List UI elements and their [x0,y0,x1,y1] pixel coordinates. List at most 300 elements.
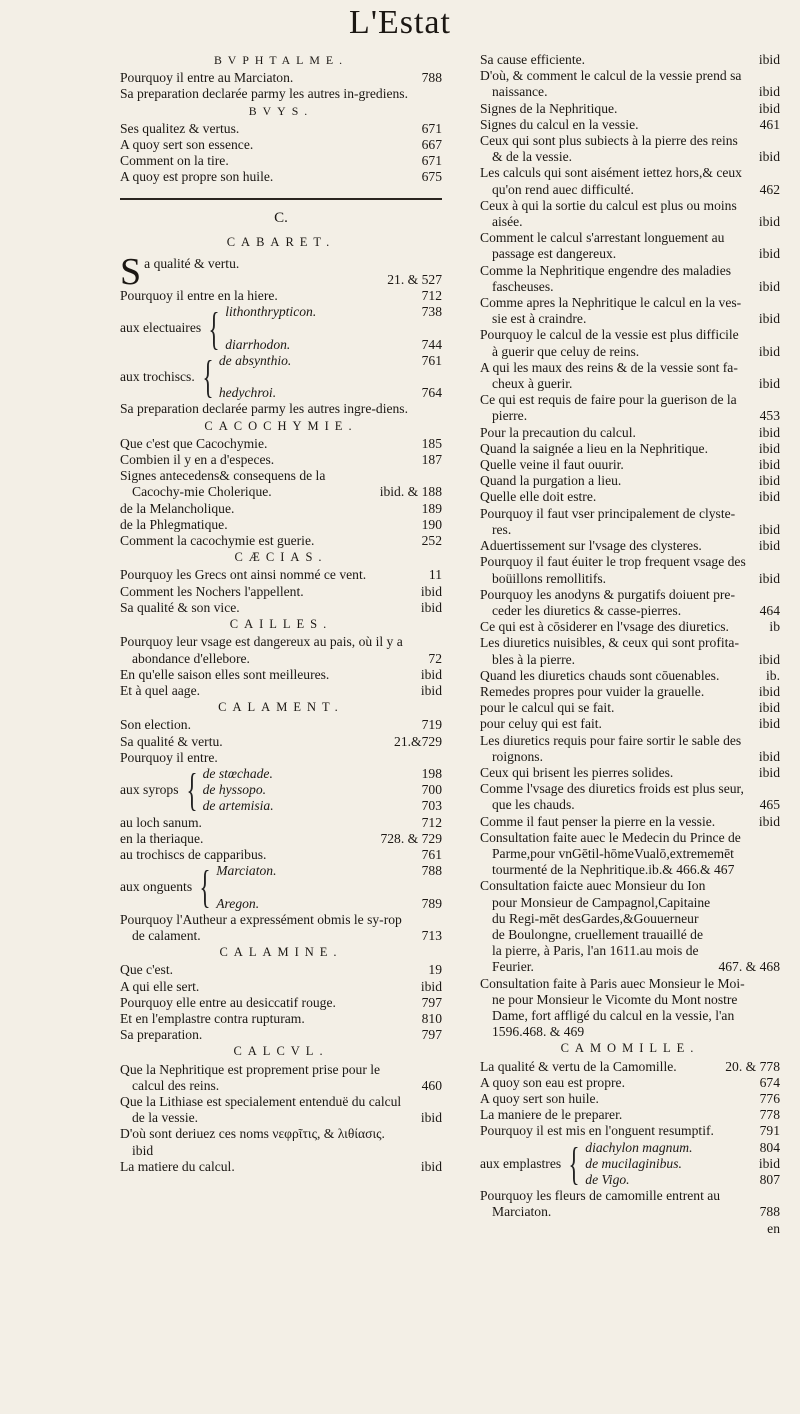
entry-page: 728. & 729 [380,830,442,846]
index-entry [219,369,442,385]
index-entry [480,198,780,230]
index-entry [480,538,780,554]
index-entry [480,716,780,732]
index-entry [480,765,780,781]
entry-page: ibid [420,1158,442,1174]
entry-page: ibid [758,683,780,699]
entry-text: hedychroi. [218,385,277,401]
index-entry [480,587,780,619]
index-entry [480,1107,780,1123]
index-entry [480,976,780,1041]
index-entry [480,814,780,830]
entry-page: 744 [421,336,442,352]
entry-page: 19 [428,962,442,978]
index-entry [120,567,442,583]
entry-text: Ceux qui brisent les pierres solides. [480,764,674,780]
entry-page: ibid [420,666,442,682]
index-entry [480,392,780,424]
entry-page: 761 [421,846,442,862]
entry-text: Sa qualité & vertu. [120,733,223,749]
index-entry [120,468,442,500]
entry-page: 776 [759,1091,780,1106]
entry-text: Remedes propres pour vuider la grauelle. [480,683,705,699]
entry-text: A quoy son eau est propre. [480,1074,625,1090]
entry-page: ibid [758,457,780,473]
entry-text: Son election. [120,717,191,733]
index-entry [225,337,442,353]
entry-text: A quoy sert son essence. [120,137,254,153]
index-entry [120,153,442,169]
entry-text: pour le calcul qui se fait. [480,700,615,716]
entry-page: ibid [758,376,780,392]
index-entry [219,385,442,401]
index-entry [480,425,780,441]
entry-text: Aregon. [216,895,260,911]
brace-group-trochiscs [120,353,442,402]
brace-label: aux syrops [120,782,179,798]
entry-text: Quand les diuretics chauds sont cōuenables. [480,667,720,683]
entry-text [219,369,408,385]
index-entry [480,700,780,716]
entry-page: ibid [758,651,780,667]
entry-text: Sa preparation declarée parmy les autres in-grediens. [120,86,408,102]
index-entry [216,863,442,879]
buphtalme-entries [120,70,442,102]
cacochymie-entries [120,436,442,549]
entry-text: Comment les Nochers l'appellent. [120,583,304,599]
entry-page: ibid [758,246,780,262]
index-entry [120,912,442,944]
entry-text: A qui elle sert. [120,978,200,994]
entry-page: ibid [758,570,780,586]
index-entry [120,815,442,831]
entry-text: de Vigo. [585,1172,630,1188]
index-entry [216,896,442,912]
index-entry [480,635,780,667]
entry-page: 185 [421,435,442,451]
entry-text: a qualité & vertu. [144,256,240,272]
index-entry [120,1094,442,1126]
right-column [480,52,780,1237]
entry-text: Pourquoy il entre en la hiere. [120,288,278,304]
index-entry [480,360,780,392]
entry-text: Comme l'vsage des diuretics froids est plus seur, que les chauds. [480,781,744,813]
entry-page: 460 [421,1077,442,1093]
index-entry [225,320,442,336]
entry-text: Que c'est. [120,962,174,978]
entry-text: Consultation faite auec le Medecin du Prince de Parme,pour vnGētil-hōmeVualō,extrememēt tourmenté de la Nephritique.ib.& 466.& 467 [480,829,741,878]
entry-text: Pourquoy l'Autheur a expressément obmis le sy-rop de calament. [120,911,402,943]
index-entry [480,133,780,165]
index-entry [120,86,442,102]
caecias-entries [120,567,442,616]
entry-text: La matiere du calcul. [120,1158,235,1174]
entry-page: ib. [766,667,780,683]
section-heading-cailles: CAILLES. [229,617,333,632]
entry-page: ibid [420,599,442,615]
index-entry [120,288,442,304]
section-heading-calcul: CALCVL. [233,1044,329,1059]
entry-page: 675 [421,169,442,185]
entry-text: de stœchade. [202,765,273,781]
entry-text: Pourquoy il entre. [120,749,218,765]
entry-page: 198 [421,765,442,781]
index-entry [585,1172,780,1188]
index-entry [480,473,780,489]
entry-page: 713 [421,927,442,943]
entry-page: 462 [759,181,780,197]
entry-text: Comment on la tire. [120,153,229,169]
entry-text: de artemisia. [202,798,274,814]
index-entry [219,353,442,369]
entry-text: diarrhodon. [225,336,291,352]
entry-text: Pourquoy elle entre au desiccatif rouge. [120,994,336,1010]
camomille-entries-2 [480,1188,780,1220]
entry-page: ib [769,619,780,635]
letter-heading: C. [274,209,288,226]
index-entry [480,554,780,586]
entry-text: Comment le calcul s'arrestant longuement au passage est dangereux. [480,230,725,262]
entry-text: La qualité & vertu de la Camomille. [480,1058,677,1074]
entry-text: Comment la cacochymie est guerie. [120,533,315,549]
entry-page: ibid [758,700,780,716]
entry-text: A quoy sert son huile. [480,1091,599,1106]
index-entry [480,230,780,262]
index-entry [480,1188,780,1220]
entry-page: 810 [421,1010,442,1026]
entry-page: 712 [421,814,442,830]
entry-text: Comme la Nephritique engendre des maladies fascheuses. [480,262,732,294]
entry-page: ibid [758,149,780,165]
index-entry [120,831,442,847]
section-heading-buphtalme: BVPHTALME. [213,53,349,67]
entry-page: ibid [758,214,780,230]
drop-cap: S [120,251,142,294]
entry-page: 11 [428,567,442,583]
entry-text: de hyssopo. [202,782,267,798]
entry-text: Pourquoy leur vsage est dangereux au pais, où il y a abondance d'ellebore. [120,634,403,666]
entry-page: 788 [421,70,442,86]
entry-page: 797 [421,1027,442,1043]
entry-text: Ce qui est à cōsiderer en l'vsage des diuretics. [480,619,729,635]
index-entry [480,1059,780,1075]
entry-page: 712 [421,288,442,304]
entry-text: D'où sont deriuez ces noms νεφρῖτις, & λιθίασις. ibid [120,1126,385,1158]
left-column [120,52,442,1175]
calcul-entries [120,1062,442,1175]
entry-text: Ce qui est requis de faire pour la guerison de la pierre. [480,392,737,424]
entry-text: Comme apres la Nephritique le calcul en la ves-sie est à craindre. [480,295,742,327]
index-entry [120,436,442,452]
entry-page: ibid [758,311,780,327]
entry-text: Pourquoy il faut éuiter le trop frequent vsage des boüillons remollitifs. [480,554,746,586]
entry-page: 778 [759,1107,780,1123]
entry-text: Pourquoy il est mis en l'onguent resumptif. [480,1123,714,1139]
entry-text: Et en l'emplastre contra rupturam. [120,1010,305,1026]
entry-page: 788 [421,863,442,879]
index-entry [225,304,442,320]
brace-glyph: { [208,302,220,354]
entry-text: Signes du calcul en la vessie. [480,116,639,132]
index-entry [120,1062,442,1094]
index-entry [120,1027,442,1043]
entry-text: au loch sanum. [120,814,202,830]
brace-glyph: { [199,861,211,913]
brace-group-emplastres [480,1137,780,1189]
entry-text: A quoy est propre son huile. [120,169,274,185]
index-entry [120,600,442,616]
index-entry [480,733,780,765]
entry-page: 252 [421,533,442,549]
index-entry [120,1159,442,1175]
index-entry [480,1123,780,1139]
entry-page: 761 [421,352,442,368]
entry-text: de la Phlegmatique. [120,516,228,532]
entry-text: Pourquoy les Grecs ont ainsi nommé ce vent. [120,567,367,583]
index-entry [120,70,442,86]
index-entry [480,830,780,879]
index-entry [480,52,780,68]
index-entry [203,782,442,798]
index-entry-dropcap [120,251,442,294]
entry-text: Signes antecedens& consequens de la Cacochy-mie Cholerique. [120,468,326,500]
entry-page: 788 [759,1204,780,1220]
catchword: en [767,1220,780,1236]
entry-text: en la theriaque. [120,830,204,846]
entry-page: ibid [758,343,780,359]
entry-page: 671 [421,120,442,136]
section-heading-cacochymie: CACOCHYMIE. [204,418,358,433]
brace-label: aux emplastres [480,1155,562,1171]
index-entry [480,117,780,133]
entry-text: Pourquoy il entre au Marciaton. [120,70,294,86]
entry-page: 703 [421,798,442,814]
entry-text: Ceux qui sont plus subiects à la pierre des reins & de la vessie. [480,133,738,165]
entry-page: 789 [421,895,442,911]
entry-page: ibid [758,100,780,116]
index-entry [480,295,780,327]
entry-text: au trochiscs de capparibus. [120,846,267,862]
entry-page: ibid [420,1110,442,1126]
brace-group-onguents [120,863,442,912]
index-entry [120,452,442,468]
entry-page: ibid. & 188 [379,484,442,500]
index-entry [480,68,780,100]
entry-page: ibid [420,682,442,698]
index-entry [120,501,442,517]
entry-page: 465 [759,797,780,813]
brace-label: aux onguents [120,879,193,895]
index-entry [480,619,780,635]
entry-text: Marciaton. [216,863,277,879]
index-entry [480,781,780,813]
index-entry [120,169,442,185]
entry-page: ibid [420,583,442,599]
entry-text: Que la Lithiase est specialement entenduë du calcul de la vessie. [120,1093,402,1126]
entry-page: 797 [421,994,442,1010]
entry-page: 700 [421,782,442,798]
entry-text: A qui les maux des reins & de la vessie sont fa-cheux à guerir. [480,359,738,392]
entry-text [216,879,408,895]
brace-label: aux electuaires [120,320,202,336]
entry-text: Pourquoy les fleurs de camomille entrent au Marciaton. [480,1188,721,1220]
index-entry [585,1156,780,1172]
entry-text: de absynthio. [218,352,292,368]
entry-text: Les diuretics requis pour faire sortir le sable des roignons. [480,732,742,764]
entry-page: ibid [758,489,780,505]
index-entry: Sa preparation declarée parmy les autres ingre-diens. [120,401,408,417]
index-entry [120,995,442,1011]
entry-page: 667 [421,137,442,153]
camomille-entries [480,1059,780,1140]
index-entry [480,327,780,359]
brace-group-syrops [120,766,442,815]
entry-page: 21.&729 [394,733,442,749]
entry-text: Quelle elle doit estre. [480,489,597,505]
entry-page: ibid [758,1155,780,1171]
index-entry [120,1011,442,1027]
entry-page: 467. & 468 [718,959,780,975]
entry-text: Sa qualité & son vice. [120,599,240,615]
index-entry [120,667,442,683]
entry-page: 807 [759,1172,780,1188]
entry-page: 671 [421,153,442,169]
index-entry [480,1091,780,1107]
index-entry [120,717,442,733]
brace-glyph: { [186,764,198,816]
section-heading-caecias: CÆCIAS. [234,550,328,565]
entry-page: 21. & 527 [387,271,442,287]
entry-page: 464 [759,602,780,618]
index-entry [120,847,442,863]
index-entry [480,506,780,538]
section-heading-calamine: CALAMINE. [219,945,343,960]
section-rule [120,198,442,200]
brace-glyph: { [202,351,214,403]
brace-glyph: { [568,1137,580,1189]
entry-text: Combien il y en a d'especes. [120,452,275,468]
index-entry [585,1140,780,1156]
entry-text: Quand la purgation a lieu. [480,473,622,489]
entry-text: Que la Nephritique est proprement prise pour le calcul des reins. [120,1061,381,1093]
entry-page: 189 [421,500,442,516]
entry-page: 453 [759,408,780,424]
entry-text: Pourquoy il faut vser principalement de clyste-res. [480,505,736,537]
entry-text: D'où, & comment le calcul de la vessie prend sa naissance. [480,68,742,100]
entry-text: diachylon magnum. [585,1139,693,1155]
entry-text: Sa cause efficiente. [480,52,586,67]
entry-page: 804 [759,1139,780,1155]
index-entry [480,878,780,975]
entry-page: 190 [421,516,442,532]
entry-text: Signes de la Nephritique. [480,100,618,116]
entry-text: Pour la precaution du calcul. [480,424,636,440]
entry-page: ibid [758,52,780,67]
index-entry [120,584,442,600]
calament-entries-2 [120,815,442,864]
entry-text [225,320,408,336]
index-entry [120,683,442,699]
calamine-entries [120,962,442,1043]
entry-page: 674 [759,1074,780,1090]
entry-page: ibid [758,538,780,554]
index-entry [480,101,780,117]
index-entry [120,750,442,766]
index-entry [480,684,780,700]
entry-text: Aduertissement sur l'vsage des clysteres. [480,538,702,554]
entry-text: Sa preparation. [120,1027,203,1043]
entry-page: 791 [759,1123,780,1139]
cailles-entries [120,634,442,699]
index-entry [480,668,780,684]
index-entry [120,962,442,978]
index-entry [120,533,442,549]
entry-page: ibid [758,716,780,732]
entry-text: lithonthrypticon. [225,304,317,320]
entry-page: 764 [421,385,442,401]
entry-page: ibid [420,978,442,994]
entry-page: 738 [421,304,442,320]
index-entry [203,798,442,814]
entry-text: de mucilaginibus. [585,1155,682,1171]
entry-text: Pourquoy le calcul de la vessie est plus difficile à guerir que celuy de reins. [480,327,739,359]
entry-page: ibid [758,473,780,489]
index-entry [480,165,780,197]
entry-text: La maniere de le preparer. [480,1107,623,1123]
calament-entries [120,717,442,766]
index-entry [120,1126,442,1158]
entry-text: Quand la saignée a lieu en la Nephritique. [480,440,708,456]
entry-text: Ceux à qui la sortie du calcul est plus ou moins aisée. [480,197,737,230]
buys-entries [120,121,442,186]
index-entry [480,263,780,295]
index-entry [480,457,780,473]
brace-label: aux trochiscs. [120,369,195,385]
entry-page: ibid [758,278,780,294]
index-entry [480,489,780,505]
section-heading-calament: CALAMENT. [218,700,344,715]
section-heading-camomille: CAMOMILLE. [560,1041,700,1056]
brace-group-electuaires [120,304,442,353]
entry-text: Quelle veine il faut ouurir. [480,457,624,473]
entry-text: Les calculs qui sont aisément iettez hors,& ceux qu'on rend auec difficulté. [480,165,742,197]
index-entry [120,517,442,533]
entry-page: ibid [758,424,780,440]
entry-page: ibid [758,813,780,829]
index-entry [120,137,442,153]
entry-text: de la Melancholique. [120,500,235,516]
entry-page: 187 [421,452,442,468]
entry-text: Ses qualitez & vertus. [120,120,240,136]
entry-text: Consultation faite à Paris auec Monsieur le Moi-ne pour Monsieur le Vicomte du Mont nostre Dame, fort affligé du calcul en la vessie, l'an 1596.468. & 469 [480,975,745,1040]
entry-text: Et à quel aage. [120,682,201,698]
entry-page: 719 [421,717,442,733]
index-entry [480,1075,780,1091]
entry-page: ibid [758,440,780,456]
index-entry [216,879,442,895]
entry-page: ibid [758,521,780,537]
entry-page: ibid [758,764,780,780]
entry-text: Les diuretics nuisibles, & ceux qui sont profita-bles à la pierre. [480,635,739,667]
entry-text: pour celuy qui est fait. [480,716,602,732]
section-heading-buys: BVYS. [248,103,314,118]
section-heading-cabaret: CABARET. [226,234,336,249]
entry-text: Consultation faicte auec Monsieur du Ion pour Monsieur de Campagnol,Capitaine du Regi-mēt desGardes,&Gouuerneur de Boulongne, cruellement trauaillé de la pierre, à Paris, l'an 1611.au mois de Feurier. [480,878,711,975]
index-entry [120,979,442,995]
calcul-entries-continued [480,52,780,1040]
entry-page: 72 [428,650,442,666]
entry-page: ibid [758,84,780,100]
